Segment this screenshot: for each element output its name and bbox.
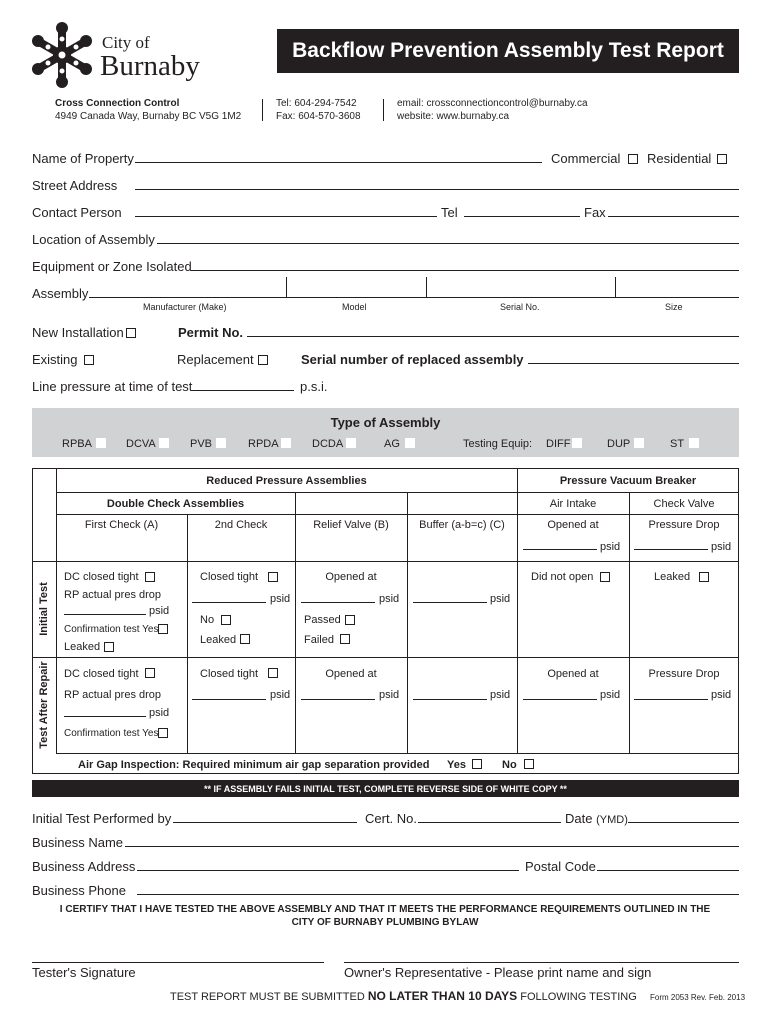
form-number: Form 2053 Rev. Feb. 2013	[650, 993, 746, 1002]
did-not-open-checkbox[interactable]	[600, 572, 610, 582]
dcda-label: DCDA	[312, 438, 344, 450]
second-check-psid-field[interactable]	[192, 602, 266, 603]
table-rule	[56, 468, 57, 753]
psid-unit: psid	[490, 593, 511, 605]
logo-burnaby: Burnaby	[100, 50, 200, 82]
business-phone-field[interactable]	[137, 894, 739, 895]
dup-checkbox[interactable]	[634, 438, 644, 448]
website: website: www.burnaby.ca	[397, 111, 510, 122]
commercial-label: Commercial	[551, 151, 621, 166]
table-rule	[56, 514, 739, 515]
dcda-checkbox[interactable]	[346, 438, 356, 448]
name-of-property-field[interactable]	[135, 162, 542, 163]
air-gap-no-label: No	[502, 759, 517, 771]
psid-unit: psid	[600, 541, 621, 553]
table-rule	[32, 657, 739, 658]
first-check-header: First Check (A)	[84, 519, 159, 531]
type-of-assembly-title: Type of Assembly	[330, 415, 441, 430]
air-gap-yes-checkbox[interactable]	[472, 759, 482, 769]
psid-unit: psid	[379, 593, 400, 605]
line-pressure-label: Line pressure at time of test	[32, 379, 193, 394]
table-rule	[517, 468, 518, 753]
confirmation-label: Confirmation test Yes	[64, 728, 159, 739]
pvb-label: PVB	[190, 438, 213, 450]
leaked-checkbox[interactable]	[240, 634, 250, 644]
ag-checkbox[interactable]	[405, 438, 415, 448]
postal-code-field[interactable]	[597, 870, 739, 871]
submission-deadline: NO LATER THAN 10 DAYS	[367, 989, 518, 1003]
reduced-pressure-header: Reduced Pressure Assemblies	[206, 475, 367, 487]
closed-tight-label: Closed tight	[200, 571, 259, 583]
ymd-caption: (YMD)	[596, 814, 628, 826]
air-gap-label: Air Gap Inspection: Required minimum air gap separation provided	[78, 759, 430, 771]
psid-unit: psid	[149, 707, 170, 719]
passed-label: Passed	[304, 614, 341, 626]
rp-actual-label: RP actual pres drop	[64, 689, 162, 701]
leaked-label: Leaked	[64, 641, 101, 653]
leaked-checkbox[interactable]	[104, 642, 114, 652]
initial-test-by-label: Initial Test Performed by	[32, 811, 172, 826]
snowflake-icon	[30, 22, 94, 88]
psid-unit: psid	[711, 689, 732, 701]
psid-unit: psid	[379, 689, 400, 701]
owner-rep-field[interactable]	[344, 962, 739, 963]
st-checkbox[interactable]	[689, 438, 699, 448]
second-check-psid-field[interactable]	[192, 699, 266, 700]
pressure-vacuum-header: Pressure Vacuum Breaker	[559, 475, 697, 487]
buffer-header: Buffer (a-b=c) (C)	[419, 519, 505, 531]
table-rule	[629, 492, 630, 753]
location-of-assembly-label: Location of Assembly	[32, 232, 155, 247]
test-after-repair-label: Test After Repair	[38, 661, 50, 749]
fax-number: Fax: 604-570-3608	[276, 111, 361, 122]
dc-closed-tight-checkbox[interactable]	[145, 668, 155, 678]
rp-actual-field[interactable]	[64, 716, 146, 717]
pressure-drop-label: Pressure Drop	[648, 668, 720, 680]
assembly-field[interactable]	[89, 297, 739, 298]
permit-no-field[interactable]	[247, 336, 739, 337]
serial-replaced-field[interactable]	[528, 363, 739, 364]
submission-notice	[170, 990, 637, 1004]
tester-signature-field[interactable]	[32, 962, 324, 963]
date-field[interactable]	[628, 822, 739, 823]
table-rule	[187, 514, 188, 753]
size-caption: Size	[665, 302, 683, 312]
serial-no-caption: Serial No.	[500, 302, 540, 312]
opened-at-label: Opened at	[325, 668, 377, 680]
manufacturer-caption: Manufacturer (Make)	[143, 302, 227, 312]
table-rule	[32, 561, 739, 562]
residential-checkbox[interactable]	[717, 154, 727, 164]
logo-city-of: City of	[102, 33, 150, 52]
dept-name: Cross Connection Control	[55, 98, 180, 109]
double-check-header: Double Check Assemblies	[106, 498, 245, 510]
air-intake-psid-field[interactable]	[523, 549, 597, 550]
pressure-drop-header: Pressure Drop	[648, 519, 720, 531]
dc-closed-tight-label: DC closed tight	[64, 571, 139, 583]
psid-unit: psid	[711, 541, 732, 553]
buffer-psid-field[interactable]	[413, 602, 487, 603]
phone-number: Tel: 604-294-7542	[276, 98, 357, 109]
no-checkbox[interactable]	[221, 615, 231, 625]
dc-closed-tight-checkbox[interactable]	[145, 572, 155, 582]
residential-label: Residential	[647, 151, 712, 166]
air-intake-header: Air Intake	[549, 498, 597, 510]
rpda-checkbox[interactable]	[281, 438, 291, 448]
cert-no-field[interactable]	[418, 822, 561, 823]
cert-no-label: Cert. No.	[365, 811, 418, 826]
failed-checkbox[interactable]	[340, 634, 350, 644]
relief-valve-psid-field[interactable]	[301, 699, 375, 700]
line-pressure-field[interactable]	[191, 390, 294, 391]
rpba-checkbox[interactable]	[96, 438, 106, 448]
serial-replaced-label: Serial number of replaced assembly	[301, 352, 524, 367]
rpba-label: RPBA	[62, 438, 92, 450]
check-valve-psid-field[interactable]	[634, 549, 708, 550]
street-address-label: Street Address	[32, 178, 118, 193]
dept-address: 4949 Canada Way, Burnaby BC V5G 1M2	[55, 111, 242, 122]
new-installation-label: New Installation	[32, 325, 124, 340]
submission-text: TEST REPORT MUST BE SUBMITTED	[170, 991, 368, 1003]
leaked-checkbox[interactable]	[699, 572, 709, 582]
testing-equip-label: Testing Equip:	[463, 438, 533, 450]
confirmation-checkbox[interactable]	[158, 728, 168, 738]
existing-label: Existing	[32, 352, 78, 367]
ag-label: AG	[384, 438, 400, 450]
commercial-checkbox[interactable]	[628, 154, 638, 164]
psid-unit: psid	[600, 689, 621, 701]
relief-valve-psid-field[interactable]	[301, 602, 375, 603]
replacement-label: Replacement	[177, 352, 254, 367]
new-installation-checkbox[interactable]	[126, 328, 136, 338]
date-text: Date	[565, 811, 593, 826]
dup-label: DUP	[607, 438, 631, 450]
second-check-header: 2nd Check	[214, 519, 268, 531]
psi-unit: p.s.i.	[300, 379, 328, 394]
page-title: Backflow Prevention Assembly Test Report	[292, 39, 724, 62]
postal-code-label: Postal Code	[525, 859, 596, 874]
fax-field[interactable]	[608, 216, 739, 217]
did-not-open-label: Did not open	[531, 571, 594, 583]
contact-person-label: Contact Person	[32, 205, 122, 220]
city-logo	[30, 22, 200, 88]
pvb-checkbox[interactable]	[216, 438, 226, 448]
table-rule	[407, 492, 408, 753]
street-address-field[interactable]	[135, 189, 739, 190]
air-gap-yes-label: Yes	[447, 759, 466, 771]
initial-test-label: Initial Test	[38, 582, 50, 636]
diff-checkbox[interactable]	[572, 438, 582, 448]
initial-test-by-field[interactable]	[173, 822, 357, 823]
closed-tight-label: Closed tight	[200, 668, 259, 680]
location-of-assembly-field[interactable]	[157, 243, 739, 244]
contact-person-field[interactable]	[135, 216, 437, 217]
closed-tight-checkbox[interactable]	[268, 668, 278, 678]
st-label: ST	[670, 438, 685, 450]
equipment-zone-field[interactable]	[191, 270, 739, 271]
replacement-checkbox[interactable]	[258, 355, 268, 365]
tel-field[interactable]	[464, 216, 580, 217]
dc-closed-tight-label: DC closed tight	[64, 668, 139, 680]
dcva-label: DCVA	[126, 438, 156, 450]
business-name-label: Business Name	[32, 835, 124, 850]
relief-valve-header: Relief Valve (B)	[313, 519, 389, 531]
diff-label: DIFF	[546, 438, 571, 450]
psid-unit: psid	[490, 689, 511, 701]
tel-label: Tel	[441, 205, 458, 220]
submission-text-end: FOLLOWING TESTING	[517, 991, 637, 1003]
date-label	[565, 812, 628, 827]
dcva-checkbox[interactable]	[159, 438, 169, 448]
leaked-label: Leaked	[654, 571, 691, 583]
email-address: email: crossconnectioncontrol@burnaby.ca	[397, 98, 588, 109]
model-caption: Model	[342, 302, 367, 312]
rp-actual-label: RP actual pres drop	[64, 589, 162, 601]
name-of-property-label: Name of Property	[32, 151, 134, 166]
rpda-label: RPDA	[248, 438, 279, 450]
assembly-divider	[615, 277, 616, 297]
fax-label: Fax	[584, 205, 606, 220]
fail-notice: ** IF ASSEMBLY FAILS INITIAL TEST, COMPLETE REVERSE SIDE OF WHITE COPY **	[204, 784, 567, 794]
business-phone-label: Business Phone	[32, 883, 126, 898]
failed-label: Failed	[304, 634, 334, 646]
table-rule	[295, 492, 296, 753]
confirmation-label: Confirmation test Yes	[64, 624, 159, 635]
table-rule	[56, 753, 739, 754]
buffer-psid-field[interactable]	[413, 699, 487, 700]
psid-unit: psid	[270, 689, 291, 701]
tester-signature-label: Tester's Signature	[32, 965, 136, 980]
assembly-divider	[426, 277, 427, 297]
rp-actual-field[interactable]	[64, 614, 146, 615]
air-intake-psid-field[interactable]	[523, 699, 597, 700]
table-rule	[56, 492, 739, 493]
check-valve-psid-field[interactable]	[634, 699, 708, 700]
equipment-zone-label: Equipment or Zone Isolated	[32, 259, 192, 274]
owner-rep-label: Owner's Representative - Please print name and sign	[344, 965, 652, 980]
opened-at-label: Opened at	[325, 571, 377, 583]
opened-at-label: Opened at	[547, 668, 599, 680]
psid-unit: psid	[149, 605, 170, 617]
confirmation-checkbox[interactable]	[158, 624, 168, 634]
business-name-field[interactable]	[125, 846, 739, 847]
passed-checkbox[interactable]	[345, 615, 355, 625]
no-label: No	[200, 614, 215, 626]
certification-statement: I CERTIFY THAT I HAVE TESTED THE ABOVE ASSEMBLY AND THAT IT MEETS THE PERFORMANCE REQUIREMENTS OUTLINED IN THE CITY OF BURNABY PLUMBING BYLAW	[59, 904, 711, 928]
check-valve-header: Check Valve	[653, 498, 715, 510]
business-address-label: Business Address	[32, 859, 136, 874]
header-divider	[262, 99, 263, 121]
assembly-label: Assembly	[32, 286, 89, 301]
opened-at-header: Opened at	[547, 519, 599, 531]
business-address-field[interactable]	[137, 870, 519, 871]
header-divider	[383, 99, 384, 121]
permit-no-label: Permit No.	[178, 325, 244, 340]
existing-checkbox[interactable]	[84, 355, 94, 365]
psid-unit: psid	[270, 593, 291, 605]
air-gap-no-checkbox[interactable]	[524, 759, 534, 769]
closed-tight-checkbox[interactable]	[268, 572, 278, 582]
assembly-divider	[286, 277, 287, 297]
leaked-label: Leaked	[200, 634, 237, 646]
